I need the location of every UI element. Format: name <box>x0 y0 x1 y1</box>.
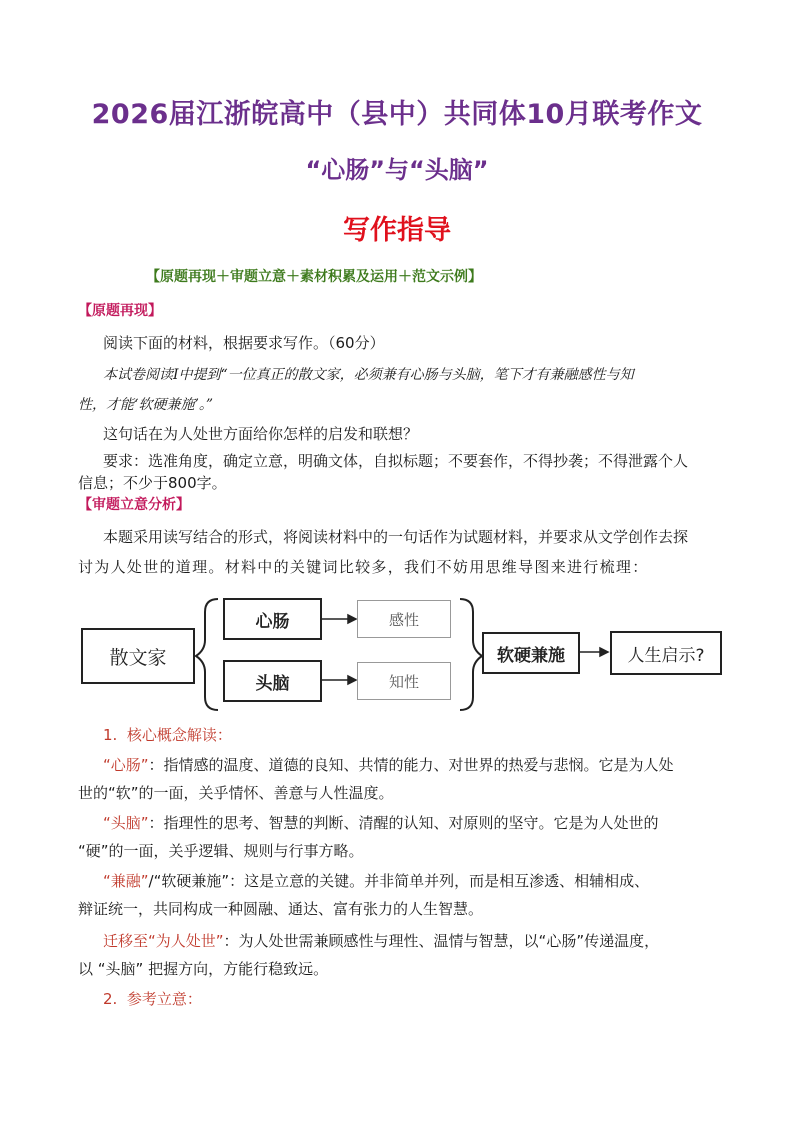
page-title: 2026届江浙皖高中（县中）共同体10月联考作文 <box>91 99 703 130</box>
intro-text: 阅读下面的材料，根据要求写作。（60分） <box>103 334 385 352</box>
question-text: 这句话在为人处世方面给你怎样的启发和联想？ <box>103 425 419 443</box>
move-line-1 <box>103 930 659 951</box>
heart-line-2: 世的“软”的一面，关乎情怀、善意与人性温度。 <box>78 784 394 802</box>
heart-term: “心肠” <box>103 756 149 774</box>
ref-number: 2. <box>103 990 118 1008</box>
core-heading <box>103 724 232 745</box>
section-heading-original: 【原题再现】 <box>78 303 162 319</box>
quote-line-2: 性，才能‘软硬兼施’。” <box>78 397 214 413</box>
guide-heading: 写作指导 <box>343 215 451 246</box>
toc-line: 【原题再现＋审题立意＋素材积累及运用＋范文示例】 <box>146 269 482 285</box>
heart-line-1 <box>103 754 674 775</box>
ref-title: 参考立意： <box>126 990 202 1008</box>
head-line-1 <box>103 812 659 833</box>
requirement-line-2: 信息；不少于800字。 <box>78 474 227 492</box>
diagram-heart: 心肠 <box>223 598 322 640</box>
move-term: 迁移至“为人处世” <box>103 932 224 950</box>
quote-line-1: 本试卷阅读Ⅰ中提到“一位真正的散文家，必须兼有心肠与头脑，笔下才有兼融感性与知 <box>103 367 634 383</box>
diagram-merge: 软硬兼施 <box>482 632 580 674</box>
head-term: “头脑” <box>103 814 149 832</box>
left-brace <box>196 599 218 710</box>
merge-line-1 <box>103 870 649 891</box>
diagram-sense: 感性 <box>357 600 451 638</box>
analysis-line-2: 讨为人处世的道理。材料中的关键词比较多，我们不妨用思维导图来进行梳理： <box>78 558 649 576</box>
core-number: 1. <box>103 726 118 744</box>
requirement-line-1: 要求：选准角度，确定立意，明确文体，自拟标题；不要套作，不得抄袭；不得泄露个人 <box>103 452 689 470</box>
ref-heading <box>103 988 202 1009</box>
analysis-line-1: 本题采用读写结合的形式，将阅读材料中的一句话作为试题材料，并要求从文学创作去探 <box>103 528 689 546</box>
heart-def: ：指情感的温度、道德的良知、共情的能力、对世界的热爱与悲悯。它是为人处 <box>148 756 674 774</box>
merge-def: /“软硬兼施”：这是立意的关键。并非简单并列，而是相互渗透、相辅相成、 <box>148 872 650 890</box>
merge-line-2: 辩证统一，共同构成一种圆融、通达、富有张力的人生智慧。 <box>78 900 484 918</box>
diagram-result: 人生启示? <box>610 631 722 675</box>
section-heading-analysis: 【审题立意分析】 <box>78 497 190 513</box>
core-title: 核心概念解读： <box>126 726 232 744</box>
head-def: ：指理性的思考、智慧的判断、清醒的认知、对原则的坚守。它是为人处世的 <box>148 814 659 832</box>
move-line-2: 以 “头脑” 把握方向，方能行稳致远。 <box>78 960 329 978</box>
page-subtitle: “心肠”与“头脑” <box>305 156 489 184</box>
diagram-head: 头脑 <box>223 660 322 702</box>
diagram-root: 散文家 <box>81 628 195 684</box>
right-brace <box>460 599 482 710</box>
merge-term: “兼融” <box>103 872 149 890</box>
move-def: ：为人处世需兼顾感性与理性、温情与智慧，以“心肠”传递温度， <box>223 932 660 950</box>
diagram-intellect: 知性 <box>357 662 451 700</box>
head-line-2: “硬”的一面，关乎逻辑、规则与行事方略。 <box>78 842 364 860</box>
